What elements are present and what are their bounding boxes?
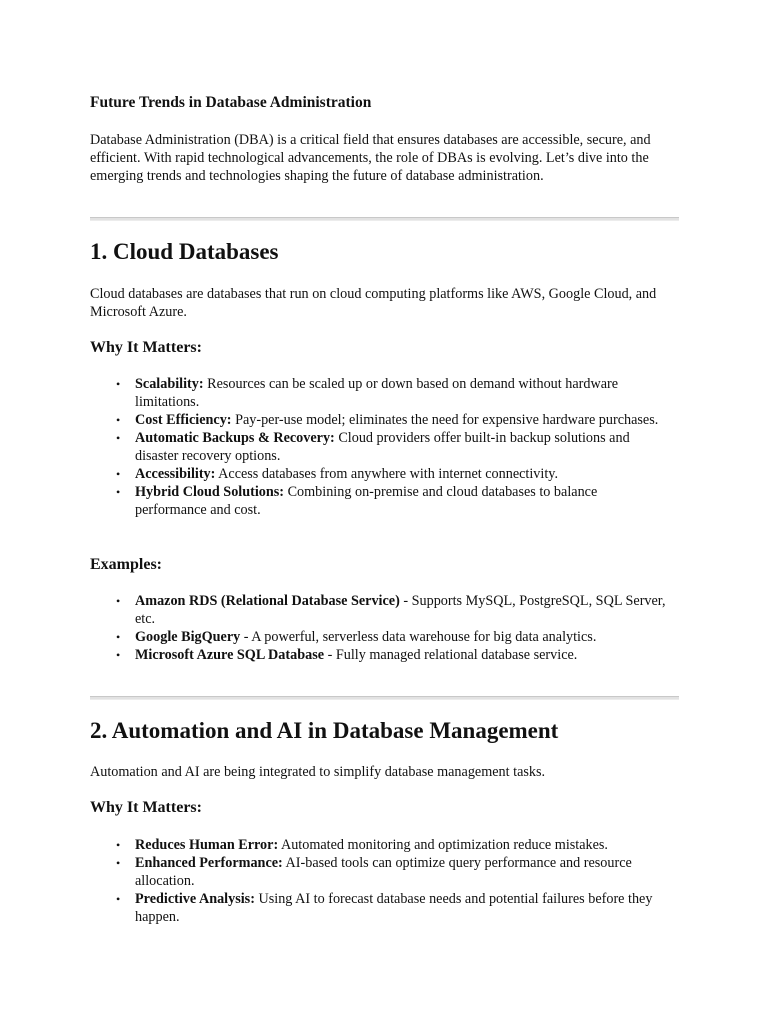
examples-heading: Examples: bbox=[90, 556, 162, 573]
why-it-matters-heading: Why It Matters: bbox=[90, 339, 202, 356]
list-item-text: Cloud providers offer built-in backup solutions and disaster recovery options. bbox=[135, 430, 630, 464]
list-item-text: Using AI to forecast database needs and potential failures before they happen. bbox=[135, 891, 653, 925]
list-item-term: Cost Efficiency: bbox=[135, 412, 232, 428]
list-item-term: Scalability: bbox=[135, 376, 204, 392]
why-it-matters-heading: Why It Matters: bbox=[90, 799, 202, 816]
list-item-term: Amazon RDS (Relational Database Service) bbox=[135, 593, 400, 609]
list-item bbox=[90, 592, 680, 628]
list-item-text: - A powerful, serverless data warehouse for big data analytics. bbox=[240, 629, 597, 645]
list-item bbox=[90, 375, 680, 411]
bullet-icon: • bbox=[116, 856, 121, 870]
section-heading-cloud-databases: 1. Cloud Databases bbox=[90, 239, 279, 264]
bullet-icon: • bbox=[116, 630, 121, 644]
list-item bbox=[90, 628, 680, 646]
bullet-icon: • bbox=[116, 892, 121, 906]
bullet-icon: • bbox=[116, 594, 121, 608]
intro-paragraph: Database Administration (DBA) is a critical field that ensures databases are accessible, secure, and efficient. With rapid technological advancements, the role of DBAs is evolving. Let’s dive into the emerging trends and technologies shaping the future of database administration. bbox=[90, 132, 651, 184]
list-item-term: Microsoft Azure SQL Database bbox=[135, 647, 325, 663]
examples-list bbox=[90, 592, 680, 664]
list-item-text: - Fully managed relational database service. bbox=[324, 647, 578, 663]
list-item-text: Pay-per-use model; eliminates the need for expensive hardware purchases. bbox=[231, 412, 659, 428]
section-description: Automation and AI are being integrated to simplify database management tasks. bbox=[90, 764, 546, 780]
list-item-text: - Supports MySQL, PostgreSQL, SQL Server, etc. bbox=[135, 593, 666, 627]
list-item-text: Automated monitoring and optimization reduce mistakes. bbox=[278, 837, 608, 853]
list-item bbox=[90, 429, 680, 465]
list-item-term: Automatic Backups & Recovery: bbox=[135, 430, 335, 446]
why-it-matters-list bbox=[90, 375, 680, 519]
document-title: Future Trends in Database Administration bbox=[90, 94, 372, 111]
section-divider bbox=[90, 696, 679, 700]
list-item bbox=[90, 854, 680, 890]
list-item-text: Access databases from anywhere with internet connectivity. bbox=[215, 466, 559, 482]
list-item bbox=[90, 890, 680, 926]
list-item-term: Google BigQuery bbox=[135, 629, 241, 645]
list-item-term: Hybrid Cloud Solutions: bbox=[135, 484, 285, 500]
list-item-term: Accessibility: bbox=[135, 466, 216, 482]
list-item-text: Resources can be scaled up or down based on demand without hardware limitations. bbox=[135, 376, 619, 410]
list-item bbox=[90, 411, 680, 429]
section-description: Cloud databases are databases that run on cloud computing platforms like AWS, Google Cloud, and Microsoft Azure. bbox=[90, 286, 657, 320]
list-item bbox=[90, 483, 680, 519]
bullet-icon: • bbox=[116, 648, 121, 662]
list-item-text: Combining on-premise and cloud databases to balance performance and cost. bbox=[135, 484, 598, 518]
bullet-icon: • bbox=[116, 413, 121, 427]
list-item-term: Predictive Analysis: bbox=[135, 891, 255, 907]
section-heading-automation-ai: 2. Automation and AI in Database Management bbox=[90, 718, 559, 743]
list-item bbox=[90, 465, 680, 483]
list-item bbox=[90, 836, 680, 854]
bullet-icon: • bbox=[116, 467, 121, 481]
bullet-icon: • bbox=[116, 431, 121, 445]
bullet-icon: • bbox=[116, 485, 121, 499]
list-item-term: Reduces Human Error: bbox=[135, 837, 279, 853]
bullet-icon: • bbox=[116, 377, 121, 391]
list-item-text: AI-based tools can optimize query performance and resource allocation. bbox=[135, 855, 632, 889]
list-item-term: Enhanced Performance: bbox=[135, 855, 283, 871]
why-it-matters-list bbox=[90, 836, 680, 926]
list-item bbox=[90, 646, 680, 664]
section-divider bbox=[90, 217, 679, 221]
bullet-icon: • bbox=[116, 838, 121, 852]
